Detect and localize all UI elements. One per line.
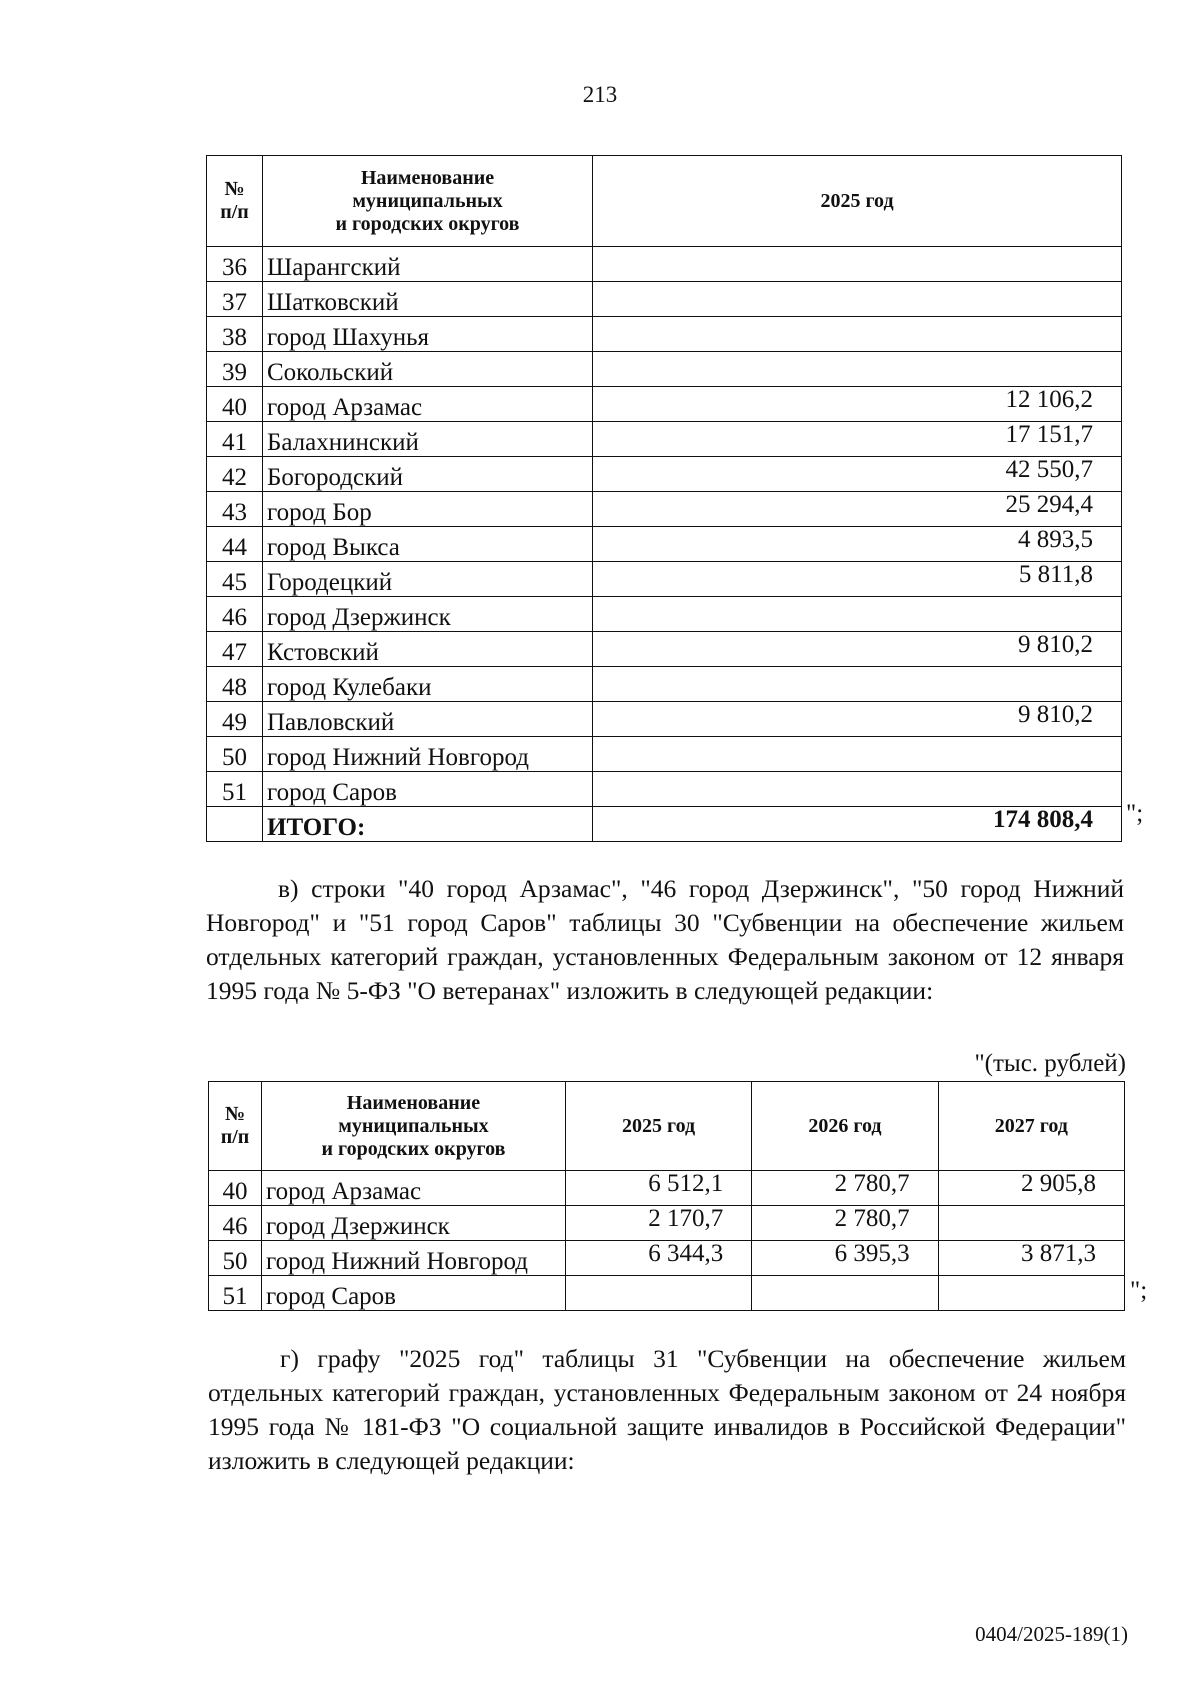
value-2027 <box>938 1276 1124 1311</box>
paragraph-g-text: г) графу "2025 год" таблицы 31 "Субвенции на обеспечение жильем отдельных категорий граждан, установленных Федеральным законом от 24 ноября 1995 года № 181-ФЗ "О социальной защите инвалидов в Российской Федерации" изложить в следующей редакции: <box>208 1344 1126 1475</box>
value-2025 <box>593 247 1122 282</box>
table-row <box>209 1206 1125 1241</box>
district-name: город Нижний Новгород <box>263 737 593 772</box>
value-2025 <box>593 317 1122 352</box>
subventions-table-continuation <box>206 155 1122 842</box>
column-header-2026: 2026 год <box>752 1082 938 1171</box>
value-2025 <box>593 597 1122 632</box>
table-row <box>207 422 1122 457</box>
table-row <box>207 632 1122 667</box>
column-header-number: № п/п <box>209 1082 262 1171</box>
row-number: 44 <box>207 527 263 562</box>
district-name: город Саров <box>263 772 593 807</box>
total-value: 174 808,4 <box>593 807 1122 842</box>
row-number: 46 <box>209 1206 262 1241</box>
table-row <box>207 317 1122 352</box>
value-2025: 6 344,3 <box>565 1241 751 1276</box>
page-number: 213 <box>582 82 618 107</box>
district-name: Кстовский <box>263 632 593 667</box>
district-name: Богородский <box>263 457 593 492</box>
district-name: город Выкса <box>263 527 593 562</box>
row-number: 47 <box>207 632 263 667</box>
row-number: 51 <box>207 772 263 807</box>
total-number-cell <box>207 807 263 842</box>
value-2026: 2 780,7 <box>752 1171 938 1206</box>
value-2025: 42 550,7 <box>593 457 1122 492</box>
row-number: 50 <box>207 737 263 772</box>
value-2026: 2 780,7 <box>752 1206 938 1241</box>
value-2025: 2 170,7 <box>565 1206 751 1241</box>
value-2025: 25 294,4 <box>593 492 1122 527</box>
table-row <box>207 282 1122 317</box>
total-label: ИТОГО: <box>263 807 593 842</box>
row-number: 50 <box>209 1241 262 1276</box>
table-header-row <box>207 156 1122 247</box>
total-row <box>207 807 1122 842</box>
table-row <box>207 702 1122 737</box>
paragraph-g <box>208 1342 1126 1478</box>
row-number: 37 <box>207 282 263 317</box>
district-name: город Саров <box>262 1276 566 1311</box>
value-2025: 17 151,7 <box>593 422 1122 457</box>
row-number: 42 <box>207 457 263 492</box>
row-number: 43 <box>207 492 263 527</box>
value-2025 <box>593 352 1122 387</box>
row-number: 46 <box>207 597 263 632</box>
row-number: 40 <box>207 387 263 422</box>
district-name: Городецкий <box>263 562 593 597</box>
table1-closing-quote: "; <box>1126 800 1144 827</box>
row-number: 40 <box>209 1171 262 1206</box>
value-2027 <box>938 1206 1124 1241</box>
column-header-2025: 2025 год <box>593 156 1122 247</box>
value-2025: 5 811,8 <box>593 562 1122 597</box>
table-row <box>207 527 1122 562</box>
table-row <box>209 1171 1125 1206</box>
row-number: 39 <box>207 352 263 387</box>
paragraph-v <box>206 872 1124 1008</box>
table-row <box>209 1276 1125 1311</box>
column-header-2027: 2027 год <box>938 1082 1124 1171</box>
value-2025: 4 893,5 <box>593 527 1122 562</box>
table-row <box>209 1241 1125 1276</box>
table-row <box>207 247 1122 282</box>
district-name: город Кулебаки <box>263 667 593 702</box>
table-30-replacement <box>208 1081 1125 1311</box>
district-name: город Дзержинск <box>262 1206 566 1241</box>
row-number: 45 <box>207 562 263 597</box>
value-2026: 6 395,3 <box>752 1241 938 1276</box>
value-2025 <box>565 1276 751 1311</box>
district-name: Шатковский <box>263 282 593 317</box>
row-number: 41 <box>207 422 263 457</box>
district-name: город Арзамас <box>263 387 593 422</box>
value-2026 <box>752 1276 938 1311</box>
row-number: 38 <box>207 317 263 352</box>
district-name: Балахнинский <box>263 422 593 457</box>
table-row <box>207 667 1122 702</box>
column-header-number: № п/п <box>207 156 263 247</box>
district-name: город Дзержинск <box>263 597 593 632</box>
table-row <box>207 597 1122 632</box>
value-2025: 6 512,1 <box>565 1171 751 1206</box>
district-name: город Бор <box>263 492 593 527</box>
row-number: 48 <box>207 667 263 702</box>
district-name: Павловский <box>263 702 593 737</box>
value-2025: 9 810,2 <box>593 702 1122 737</box>
value-2025: 9 810,2 <box>593 632 1122 667</box>
district-name: город Арзамас <box>262 1171 566 1206</box>
table-row <box>207 352 1122 387</box>
value-2025 <box>593 737 1122 772</box>
table-row <box>207 492 1122 527</box>
column-header-name: Наименование муниципальных и городских округов <box>262 1082 566 1171</box>
row-number: 36 <box>207 247 263 282</box>
row-number: 51 <box>209 1276 262 1311</box>
district-name: Шарангский <box>263 247 593 282</box>
paragraph-v-text: в) строки "40 город Арзамас", "46 город Дзержинск", "50 город Нижний Новгород" и "51 город Саров" таблицы 30 "Субвенции на обеспечение жильем отдельных категорий граждан, установленных Федеральным законом от 12 января 1995 года № 5-ФЗ "О ветеранах" изложить в следующей редакции: <box>206 874 1124 1005</box>
document-id: 0404/2025-189(1) <box>975 1622 1128 1646</box>
district-name: город Нижний Новгород <box>262 1241 566 1276</box>
column-header-name: Наименование муниципальных и городских округов <box>263 156 593 247</box>
unit-label: "(тыс. рублей) <box>974 1050 1126 1077</box>
table-header-row <box>209 1082 1125 1171</box>
value-2025 <box>593 282 1122 317</box>
row-number: 49 <box>207 702 263 737</box>
table-row <box>207 457 1122 492</box>
table-row <box>207 737 1122 772</box>
value-2027: 3 871,3 <box>938 1241 1124 1276</box>
table-row <box>207 387 1122 422</box>
value-2025 <box>593 667 1122 702</box>
value-2025 <box>593 772 1122 807</box>
district-name: город Шахунья <box>263 317 593 352</box>
value-2025: 12 106,2 <box>593 387 1122 422</box>
table2-closing-quote: "; <box>1130 1277 1148 1304</box>
column-header-2025: 2025 год <box>565 1082 751 1171</box>
table-row <box>207 772 1122 807</box>
value-2027: 2 905,8 <box>938 1171 1124 1206</box>
district-name: Сокольский <box>263 352 593 387</box>
table-row <box>207 562 1122 597</box>
